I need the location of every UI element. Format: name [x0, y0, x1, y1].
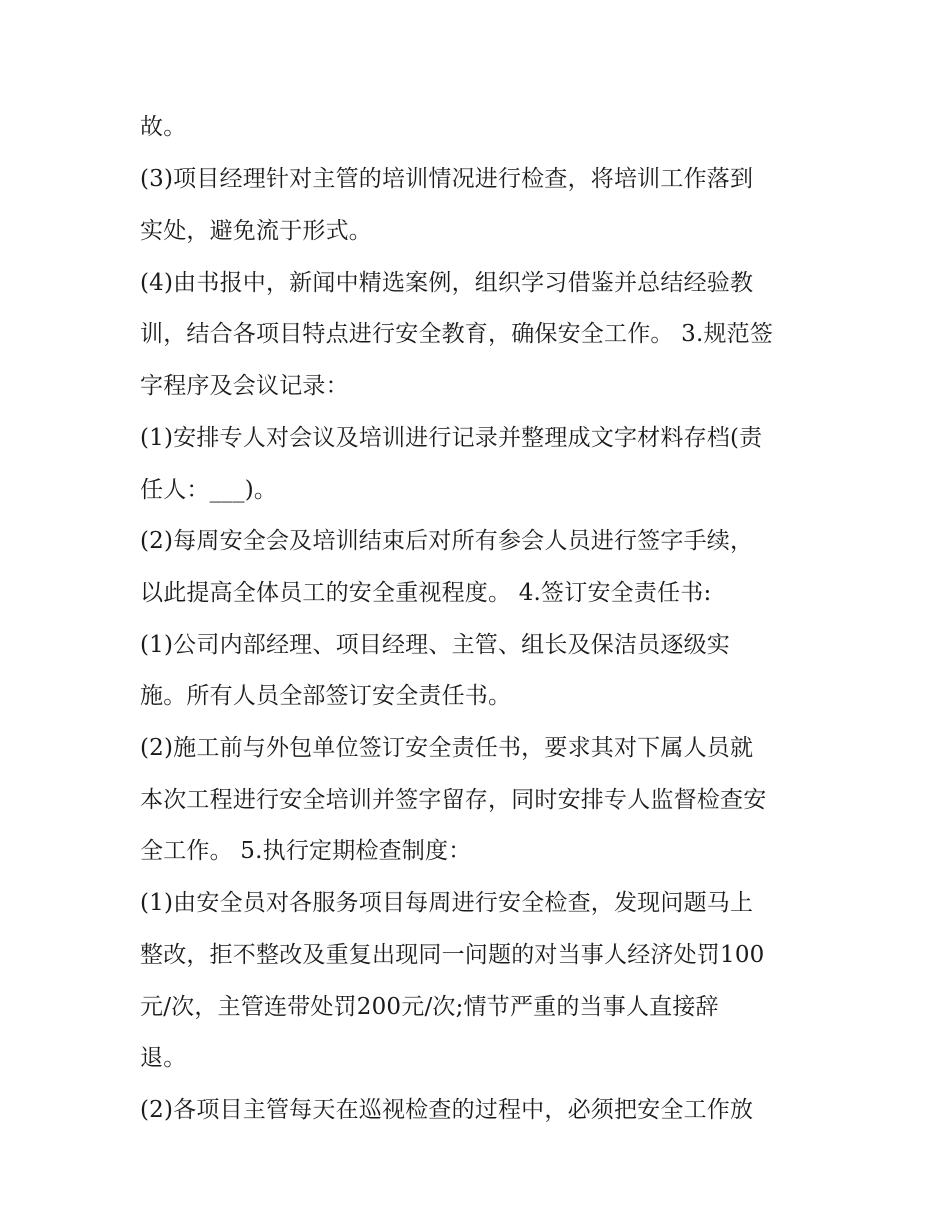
text-line: (3)项目经理针对主管的培训情况进行检查，将培训工作落到: [140, 166, 754, 192]
text-line: 施。所有人员全部签订安全责任书。: [140, 683, 512, 709]
text-line: (2)每周安全会及培训结束后对所有参会人员进行签字手续，: [140, 528, 754, 554]
text-line: 任人：___)。: [140, 477, 278, 503]
text-line: 本次工程进行安全培训并签字留存，同时安排专人监督检查安: [140, 787, 767, 813]
text-line: 退。: [140, 1045, 187, 1071]
text-line: (1)安排专人对会议及培训进行记录并整理成文字材料存档(责: [140, 425, 763, 451]
text-line: 实处，避免流于形式。: [140, 218, 372, 244]
text-line: (2)施工前与外包单位签订安全责任书，要求其对下属人员就: [140, 735, 754, 761]
text-line: 整改，拒不整改及重复出现同一问题的对当事人经济处罚100: [140, 942, 765, 968]
text-line: (1)公司内部经理、项目经理、主管、组长及保洁员逐级实: [140, 632, 730, 658]
text-line: 字程序及会议记录：: [140, 373, 349, 399]
text-line: 训，结合各项目特点进行安全教育，确保安全工作。 3.规范签: [140, 321, 774, 347]
text-line: 全工作。 5.执行定期检查制度：: [140, 838, 472, 864]
text-line: 以此提高全体员工的安全重视程度。 4.签订安全责任书:: [140, 580, 712, 606]
text-line: 元/次，主管连带处罚200元/次;情节严重的当事人直接辞: [140, 994, 719, 1020]
text-line: (1)由安全员对各服务项目每周进行安全检查，发现问题马上: [140, 890, 754, 916]
text-line: (4)由书报中，新闻中精选案例，组织学习借鉴并总结经验教: [140, 270, 754, 296]
text-line: 故。: [140, 114, 187, 140]
text-line: (2)各项目主管每天在巡视检查的过程中，必须把安全工作放: [140, 1097, 754, 1123]
